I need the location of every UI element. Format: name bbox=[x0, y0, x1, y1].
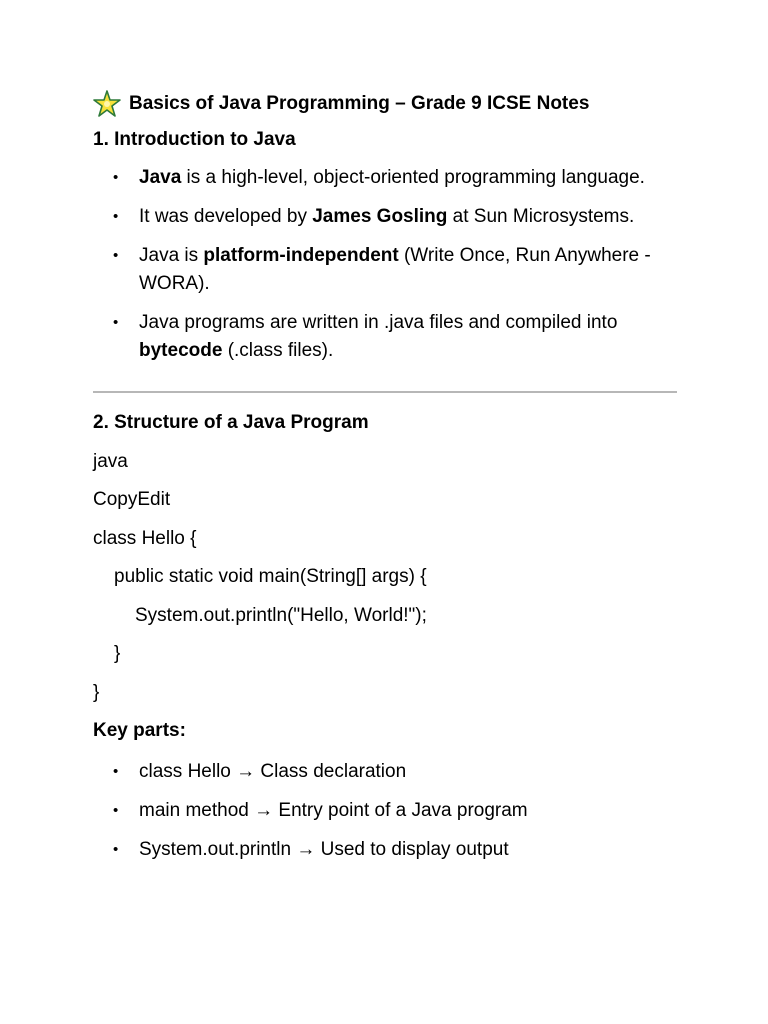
bold-text: James Gosling bbox=[312, 206, 448, 227]
text: It was developed by bbox=[139, 206, 313, 227]
code-line: public static void main(String[] args) { bbox=[114, 566, 427, 587]
sparkle-star-icon bbox=[93, 90, 121, 118]
bold-text: platform-independent bbox=[203, 245, 399, 266]
code-line: } bbox=[93, 681, 100, 703]
key-parts-heading: Key parts: bbox=[93, 720, 186, 741]
section-2-heading: 2. Structure of a Java Program bbox=[93, 412, 369, 433]
text: Java is bbox=[139, 245, 204, 266]
text: Java programs are written in .java files and compiled into bbox=[139, 312, 618, 333]
list-item bbox=[93, 203, 677, 231]
list-item: • System.out.println → Used to display output bbox=[93, 836, 677, 864]
text: (Write Once, Run Anywhere - WORA). bbox=[139, 245, 651, 294]
list-item: • main method → Entry point of a Java program bbox=[93, 797, 677, 825]
text: (.class files). bbox=[222, 340, 334, 361]
list-item bbox=[93, 242, 677, 298]
document-title-text: Basics of Java Programming – Grade 9 ICSE Notes bbox=[129, 93, 590, 114]
text: is a high-level, object-oriented programming language. bbox=[181, 167, 645, 188]
text: at Sun Microsystems. bbox=[447, 206, 635, 227]
code-line: } bbox=[114, 643, 121, 664]
bold-text: bytecode bbox=[139, 340, 223, 361]
list-item: • class Hello → Class declaration bbox=[93, 758, 677, 786]
intro-bullet-list bbox=[93, 164, 677, 365]
list-item bbox=[93, 309, 677, 365]
list-item bbox=[93, 164, 677, 192]
document-page bbox=[93, 88, 677, 875]
copy-edit-button[interactable]: CopyEdit bbox=[93, 489, 171, 510]
code-line: class Hello { bbox=[93, 527, 197, 549]
code-line: System.out.println("Hello, World!"); bbox=[135, 604, 427, 626]
code-language-label: java bbox=[93, 450, 128, 472]
bold-text: Java bbox=[139, 167, 182, 188]
document-title bbox=[93, 88, 677, 120]
key-parts-list bbox=[93, 758, 677, 864]
section-1-heading: 1. Introduction to Java bbox=[93, 129, 296, 150]
horizontal-divider bbox=[93, 391, 677, 393]
